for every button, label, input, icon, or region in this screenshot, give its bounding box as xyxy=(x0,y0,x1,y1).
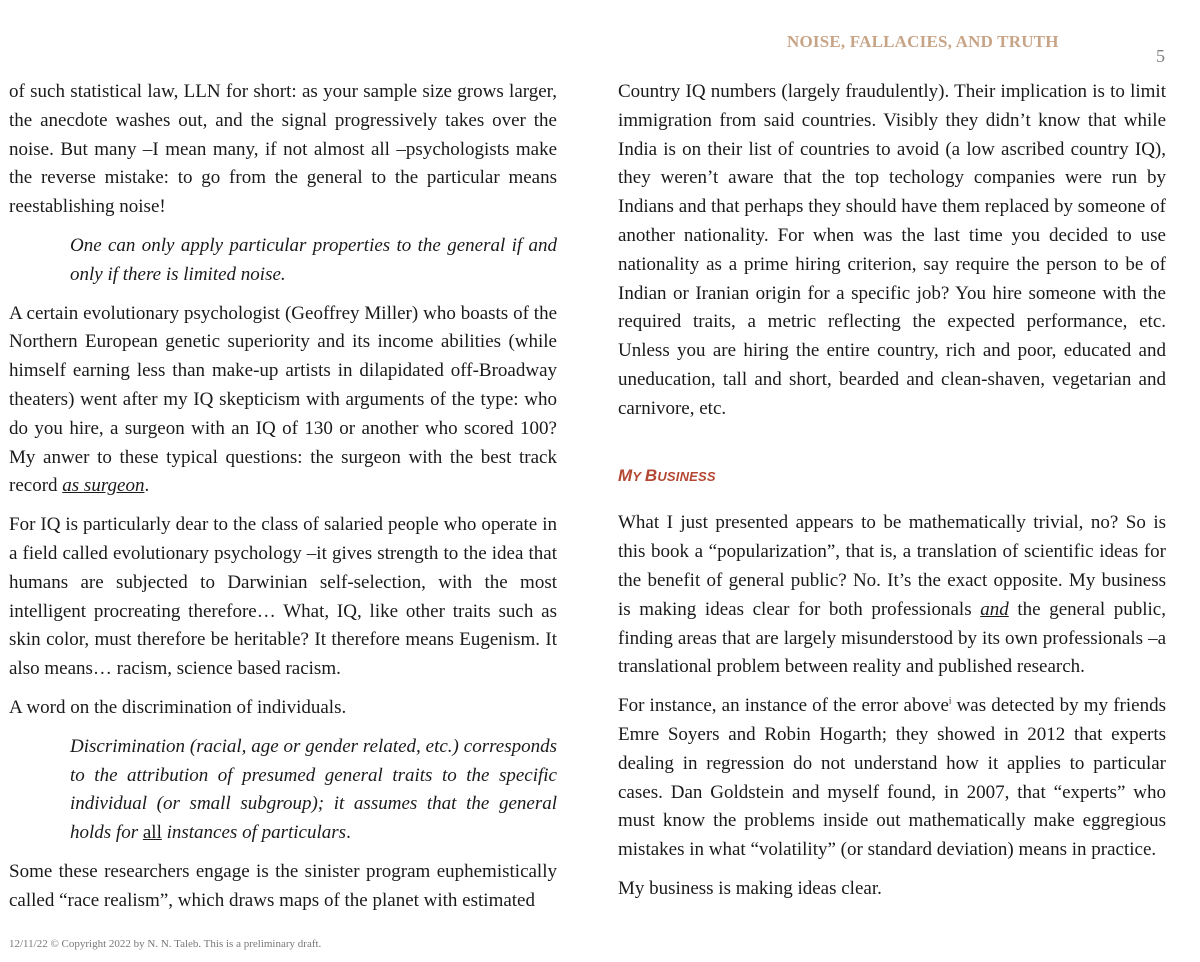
right-column xyxy=(618,78,1166,914)
paragraph-text: For instance, an instance of the error above xyxy=(618,695,949,717)
section-heading xyxy=(618,462,1166,492)
heading-letter: B xyxy=(644,465,658,485)
paragraph: of such statistical law, LLN for short: as your sample size grows larger, the anecdote washes out, and the signal progressively takes over the noise. But many –I mean many, if not almost all –psychologists make the reverse mistake: to go from the general to the particular means reestablishing noise! xyxy=(9,81,557,218)
emphasis-text: as surgeon xyxy=(62,475,145,497)
left-column xyxy=(9,78,557,926)
quote-text: instances of particulars xyxy=(161,822,347,844)
paragraph: Country IQ numbers (largely fraudulently). Their implication is to limit immigration from said countries. Visibly they didn’t know that while India is on their list of countries to avoid (a low ascribed country IQ), they weren’t aware that the top techology companies were run by Indians and that perhaps they should have them replaced by someone of another nationality. For when was the last time you decided to use nationality as a prime hiring criterion, say require the person to be of Indian or Iranian origin for a specific job? You hire someone with the required traits, a metric reflecting the expected performance, etc. Unless you are hiring the entire country, rich and poor, educated and uneducation, tall and short, bearded and clean-shaven, vegetarian and carnivore, etc. xyxy=(618,81,1166,419)
paragraph xyxy=(9,300,557,502)
heading-letter: USINESS xyxy=(657,468,716,484)
paragraph: For IQ is particularly dear to the class of salaried people who operate in a field called evolutionary psychology –it gives strength to the idea that humans are subjected to Darwinian self-selection, with the most intelligent procreating therefore… What, IQ, like other traits such as skin color, must therefore be heritable? It therefore means Eugenism. It also means… racism, science based racism. xyxy=(9,514,557,680)
running-header-title: NOISE, FALLACIES, AND TRUTH xyxy=(787,32,1059,51)
paragraph: Some these researchers engage is the sinister program euphemistically called “race realism”, which draws maps of the planet with estimated xyxy=(9,860,557,911)
paragraph-text: was detected by my friends Emre Soyers and Robin Hogarth; they showed in 2012 that experts dealing in regression do not understand how it applies to particular cases. Dan Goldstein and myself found, in 2007, that “experts” who must know the problems inside out mathematically make eggregious mistakes in what “volatility” (or standard deviation) means in practice. xyxy=(618,695,1166,861)
paragraph-text: What I just presented appears to be mathematically trivial, no? So is this book a “popularization”, that is, a translation of scientific ideas for the benefit of general public? No. It’s the exact opposite. My business is making ideas clear for both professionals xyxy=(618,512,1166,620)
block-quote xyxy=(70,733,557,848)
paragraph xyxy=(618,692,1166,865)
block-quote: One can only apply particular properties to the general if and only if there is limited noise. xyxy=(70,234,557,285)
paragraph-text: A certain evolutionary psychologist (Geoffrey Miller) who boasts of the Northern European genetic superiority and its income abilities (while himself earning less than make-up artists in dilapidated off-Broadway theaters) went after my IQ skepticism with arguments of the type: who do you hire, a surgeon with an IQ of 130 or another who scored 100? My anwer to these typical questions: the surgeon with the best track record xyxy=(9,302,557,497)
paragraph: My business is making ideas clear. xyxy=(618,877,882,899)
quote-text: . xyxy=(346,822,351,844)
paragraph xyxy=(618,509,1166,682)
paragraph-text: the general public, finding areas that are largely misunderstood by its own professionals –a translational problem between reality and published research. xyxy=(618,598,1166,678)
footer-copyright: 12/11/22 © Copyright 2022 by N. N. Taleb. This is a preliminary draft. xyxy=(9,938,322,950)
emphasis-text: and xyxy=(980,598,1009,620)
heading-letter: Y xyxy=(632,468,645,484)
heading-letter: M xyxy=(618,465,633,485)
emphasis-text: all xyxy=(142,822,162,844)
paragraph: A word on the discrimination of individuals. xyxy=(9,696,347,718)
quote-text: Discrimination (racial, age or gender related, etc.) corresponds to the attribution of presumed general traits to the specific individual (or small subgroup); it assumes that the general holds for xyxy=(70,735,557,844)
paragraph-text: . xyxy=(144,475,150,497)
page-number: 5 xyxy=(1156,46,1165,66)
endnote-marker[interactable]: i xyxy=(948,695,952,706)
